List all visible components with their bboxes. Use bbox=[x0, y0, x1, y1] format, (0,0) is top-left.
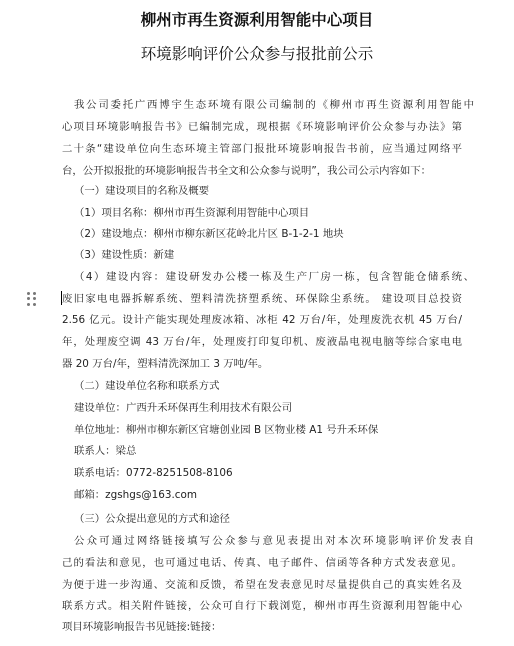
content-line: 废旧家电电器拆解系统、塑料清洗挤塑系统、环保除尘系统。 建设项目总投资 bbox=[62, 293, 462, 305]
content-line: （4）建设内容：建设研发办公楼一栋及生产厂房一栋，包含智能仓储系统、 bbox=[74, 271, 474, 283]
feedback-line: 联系方式。相关附件链接，公众可自行下载浏览，柳州市再生资源利用智能中心 bbox=[62, 600, 462, 612]
feedback-line: 项目环境影响报告书见链接:链接： bbox=[62, 621, 222, 633]
section-heading: （一）建设项目的名称及概要 bbox=[74, 185, 210, 197]
company-name: 建设单位：广西升禾环保再生利用技术有限公司 bbox=[74, 402, 293, 414]
intro-line: 心项目环境影响报告书》已编制完成，现根据《环境影响评价公众参与办法》第 bbox=[62, 121, 462, 133]
content-line: 2.56 亿元。设计产能实现处理废冰箱、冰柜 42 万台/年，处理废洗衣机 45 万台/ bbox=[62, 314, 462, 326]
text-cursor bbox=[61, 291, 62, 305]
contact-person: 联系人：梁总 bbox=[74, 445, 137, 457]
project-location: （2）建设地点：柳州市柳东新区花岭北片区 B-1-2-1 地块 bbox=[74, 228, 344, 240]
section-heading: （三）公众提出意见的方式和途径 bbox=[74, 513, 230, 525]
intro-line: 我公司委托广西博宇生态环境有限公司编制的《柳州市再生资源利用智能中 bbox=[74, 99, 474, 111]
document-title: 柳州市再生资源利用智能中心项目 bbox=[140, 11, 374, 29]
intro-line: 台，公开拟报批的环境影响报告书全文和公众参与说明”，我公司公示内容如下： bbox=[62, 165, 432, 177]
feedback-line: 公众可通过网络链接填写公众参与意见表提出对本次环境影响评价发表自 bbox=[74, 535, 474, 547]
intro-line: 二十条“建设单位向生态环境主管部门报批环境影响报告书前，应当通过网络平 bbox=[62, 143, 462, 155]
drag-handle-icon[interactable] bbox=[27, 292, 37, 306]
section-heading: （二）建设单位名称和联系方式 bbox=[74, 380, 220, 392]
feedback-line: 己的看法和意见，也可通过电话、传真、电子邮件、信函等各种方式发表意见。 bbox=[62, 557, 462, 569]
content-line: 器 20 万台/年，塑料清洗深加工 3 万吨/年。 bbox=[62, 358, 269, 370]
document-subtitle: 环境影响评价公众参与报批前公示 bbox=[140, 45, 374, 63]
content-line: 年，处理废空调 43 万台/年，处理废打印复印机、废液晶电视电脑等综合家电电 bbox=[62, 336, 462, 348]
project-nature: （3）建设性质：新建 bbox=[74, 249, 175, 261]
company-address: 单位地址：柳州市柳东新区官塘创业园 B 区物业楼 A1 号升禾环保 bbox=[74, 424, 379, 436]
project-name: （1）项目名称：柳州市再生资源利用智能中心项目 bbox=[74, 207, 310, 219]
feedback-line: 为便于进一步沟通、交流和反馈，希望在发表意见时尽量提供自己的真实姓名及 bbox=[62, 579, 462, 591]
contact-phone: 联系电话：0772-8251508-8106 bbox=[74, 467, 233, 479]
contact-email: 邮箱：zgshgs@163.com bbox=[74, 489, 197, 501]
